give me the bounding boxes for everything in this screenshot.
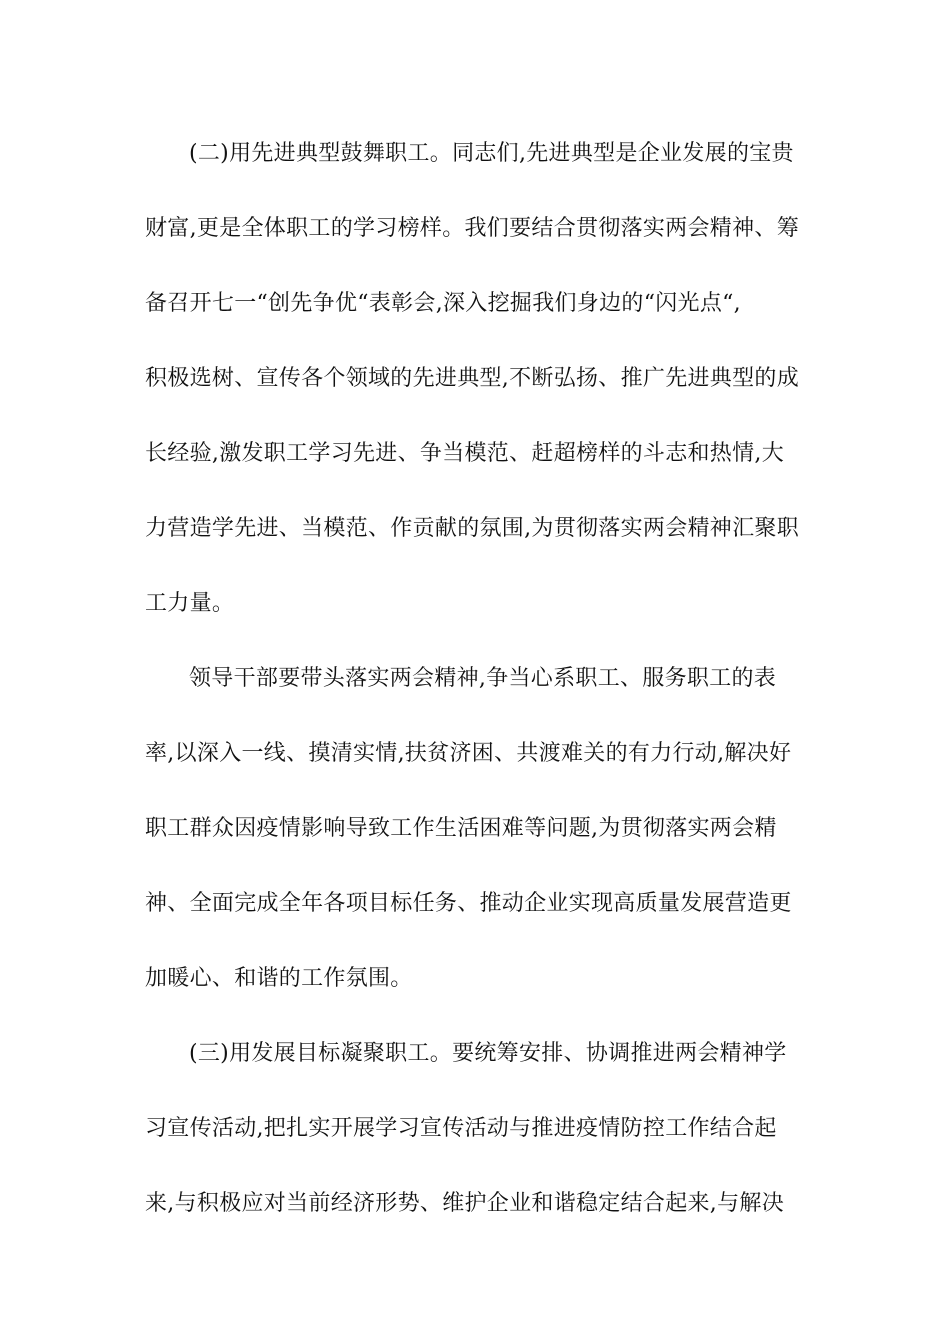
paragraph-line: 积极选树、宣传各个领域的先进典型,不断弘扬、推广先进典型的成 [145,366,799,391]
paragraph-3 [145,1024,810,1249]
paragraph-line: 职工群众因疫情影响导致工作生活困难等问题,为贯彻落实两会精 [145,816,777,841]
paragraph-line: 长经验,激发职工学习先进、争当模范、赶超榜样的斗志和热情,大 [145,441,784,466]
paragraph-line: 率,以深入一线、摸清实情,扶贫济困、共渡难关的有力行动,解决好 [145,741,792,766]
paragraph-line: 神、全面完成全年各项目标任务、推动企业实现高质量发展营造更 [145,891,792,916]
paragraph-line: 力营造学先进、当模范、作贡献的氛围,为贯彻落实两会精神汇聚职 [145,516,799,541]
paragraph-line: 习宣传活动,把扎实开展学习宣传活动与推进疫情防控工作结合起 [145,1116,777,1141]
paragraph-1 [145,124,810,649]
paragraph-line: 备召开七一“创先争优“表彰会,深入挖掘我们身边的“闪光点“, [145,291,741,316]
paragraph-line: 工力量。 [145,591,235,616]
paragraph-line: (二)用先进典型鼓舞职工。同志们,先进典型是企业发展的宝贵 [189,141,794,166]
document-body [145,124,810,1249]
paragraph-2 [145,649,810,1024]
paragraph-line: 加暖心、和谐的工作氛围。 [145,966,413,991]
paragraph-line: 领导干部要带头落实两会精神,争当心系职工、服务职工的表 [189,666,777,691]
paragraph-line: (三)用发展目标凝聚职工。要统筹安排、协调推进两会精神学 [189,1041,787,1066]
paragraph-line: 财富,更是全体职工的学习榜样。我们要结合贯彻落实两会精神、筹 [145,216,799,241]
paragraph-line: 来,与积极应对当前经济形势、维护企业和谐稳定结合起来,与解决 [145,1191,784,1216]
